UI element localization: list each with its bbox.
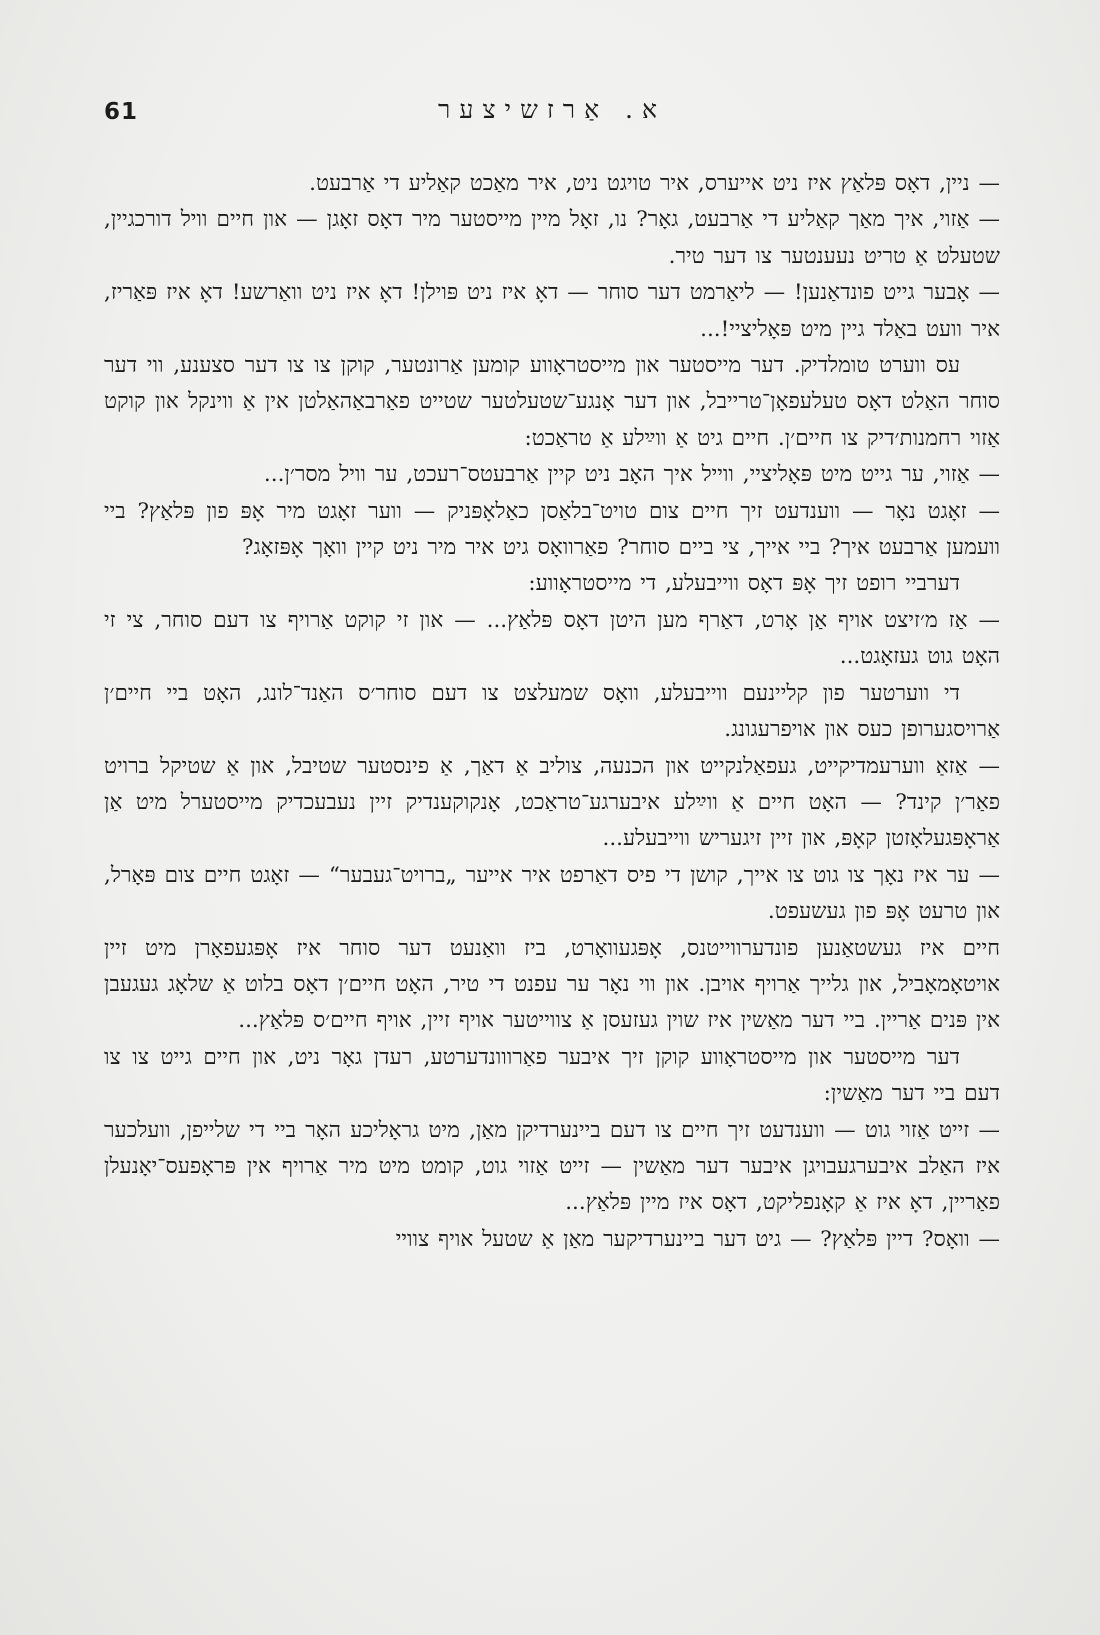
paragraph: — אָבער גייט פונדאַנען! — ליאַרמט דער סוחר — דאָ איז ניט פּוילן! דאָ איז ניט וואַרשע! דאָ איז פּאַריז, איר וועט באַלד גיין מיט פּאָליציי!... xyxy=(104,280,1000,342)
paragraph: — ניין, דאָס פּלאַץ איז ניט אייערס, איר טויגט ניט, איר מאַכט קאַליע די אַרבעט. xyxy=(309,171,1000,196)
body-text xyxy=(104,166,1000,1258)
paragraph: — זאָגט נאָר — ווענדעט זיך חיים צום טויט־בלאַסן כאַלאָפּניק — ווער זאָגט מיר אָפּ פון פּלאַץ? ביי וועמען אַרבעט איך? ביי אייך, צי ביים סוחר? פאַרוואָס גיט איר מיר ניט קיין וואָך אָפּזאָג? xyxy=(104,498,1000,561)
paragraph: — זייט אַזוי גוט — ווענדעט זיך חיים צו דעם ביינערדיקן מאַן, מיט גראָליכע האָר ביי די שלייפן, וועלכער איז האַלב איבערגעבויגן איבער דער מאַשין — זייט אַזוי גוט, קומט מיט מיר אַרויף אין פּראָפעס־יאָנעלן פאַריין, דאָ איז אַ קאָנפליקט, דאָס איז מיין פּלאַץ... xyxy=(104,1117,1000,1216)
paragraph: עס ווערט טומלדיק. דער מייסטער און מייסטראָווע קומען אַרונטער, קוקן צו צו דער סצענע, ווי דער סוחר האַלט דאָס טעלעפאָן־טרייבל, און דער אָנגע־שטעלטער שטייט פאַרבאַהאַלטן אין אַ ווינקל און קוקט אַזוי רחמנות׳דיק צו חיים׳ן. חיים גיט אַ ווײַלע אַ טראַכט: xyxy=(104,353,1000,451)
paragraph: — אַזאַ ווערעמדיקייט, געפאַלנקייט און הכנעה, צוליב אַ דאַך, אַ פינסטער שטיבל, און אַ שטיקל ברויט פאַר׳ן קינד? — האָט חיים אַ ווײַלע איבערגע־טראַכט, אָנקוקענדיק זיין נעבעכדיק מייסטערל מיט אַן אַראָפּגעלאָזטן קאָפּ, און זיין זיגעריש ווייבעלע... xyxy=(104,753,1000,852)
page-number: 61 xyxy=(104,99,139,125)
paragraph: — ער איז נאָך צו גוט צו אייך, קושן די פיס דאַרפט איר אייער „ברויט־געבער“ — זאָגט חיים צום פּאָרל, און טרעט אָפּ פון געשעפט. xyxy=(104,862,1000,925)
paragraph: די ווערטער פון קליינעם ווייבעלע, וואָס שמעלצט צו דעם סוחר׳ס האַנד־לונג, האָט ביי חיים׳ן אַרויסגערופן כעס און אויפרעגונג. xyxy=(104,680,1000,743)
paragraph: — אַז מ׳זיצט אויף אַן אָרט, דאַרף מען היטן דאָס פּלאַץ... — און זי קוקט אַרויף צו דעם סוחר, צי זי האָט גוט געזאָגט... xyxy=(104,607,1000,670)
paragraph: דערביי רופט זיך אָפּ דאָס ווייבעלע, די מייסטראָווע: xyxy=(528,571,960,597)
paragraph: — אַזוי, איך מאַך קאַליע די אַרבעט, גאָר? נו, זאָל מיין מייסטער מיר דאָס זאָגן — און חיים וויל דורכגיין, שטעלט אַ טריט נעענטער צו דער טיר. xyxy=(104,207,1000,269)
paragraph: — וואָס? דיין פּלאַץ? — גיט דער ביינערדיקער מאַן אַ שטעל אויף צוויי xyxy=(395,1226,1000,1252)
paragraph: דער מייסטער און מייסטראָווע קוקן זיך איבער פאַרווונדערטע, רעדן גאָר ניט, און חיים גייט צו צו דעם ביי דער מאַשין: xyxy=(104,1044,1000,1107)
paragraph: חיים איז געשטאַנען פונדערווייטנס, אָפּגעוואָרט, ביז וואַנעט דער סוחר איז אָפּגעפאָרן מיט זיין אויטאָמאָביל, און גלייך אַרויף אויבן. און ווי נאָר ער עפנט די טיר, האָט חיים׳ן דאָס בלוט אַ שלאָג געגעבן אין פּנים אַריין. ביי דער מאַשין איז שוין געזעסן אַ צווייטער אויף זיין, אויף חיים׳ס פּלאַץ... xyxy=(104,935,1000,1034)
page-header xyxy=(104,95,1000,135)
running-head: א. אַרזשיצער xyxy=(438,95,666,124)
paragraph: — אַזוי, ער גייט מיט פּאָליציי, ווייל איך האָב ניט קיין אַרבעטס־רעכט, ער וויל מסר׳ן... xyxy=(263,462,1000,488)
